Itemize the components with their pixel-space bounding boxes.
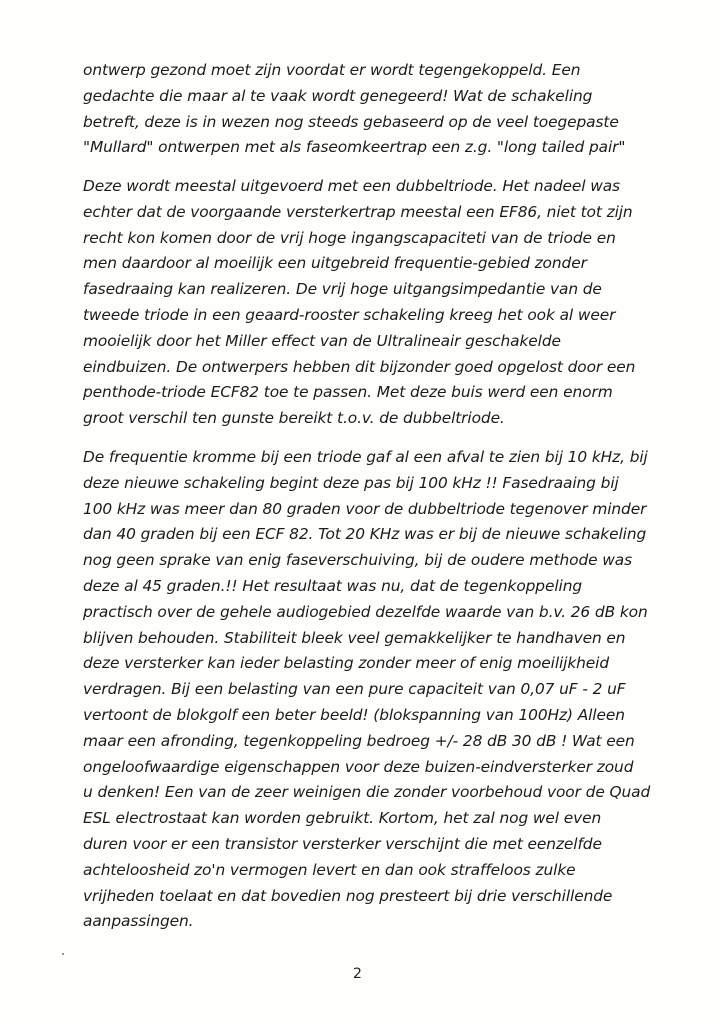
- text-line: men daardoor al moeilijk een uitgebreid frequentie-gebied zonder: [83, 254, 587, 273]
- text-line: dan 40 graden bij een ECF 82. Tot 20 KHz was er bij de nieuwe schakeling: [83, 525, 647, 544]
- text-line: vrijheden toelaat en dat bovedien nog presteert bij drie verschillende: [83, 886, 613, 905]
- text-line: tweede triode in een geaard-rooster schakeling kreeg het ook al weer: [83, 305, 616, 324]
- text-line: 100 kHz was meer dan 80 graden voor de dubbeltriode tegenover minder: [83, 499, 647, 518]
- text-line: duren voor er een transistor versterker verschijnt die met eenzelfde: [83, 834, 602, 853]
- text-line: groot verschil ten gunste bereikt t.o.v. de dubbeltriode.: [83, 409, 505, 428]
- paragraph-3: [83, 445, 683, 935]
- text-line: blijven behouden. Stabiliteit bleek veel gemakkelijker te handhaven en: [83, 628, 626, 647]
- text-line: aanpassingen.: [83, 912, 194, 931]
- text-line: ontwerp gezond moet zijn voordat er wordt tegengekoppeld. Een: [83, 61, 581, 79]
- text-line: vertoont de blokgolf een beter beeld! (blokspanning van 100Hz) Alleen: [83, 705, 625, 724]
- text-line: gedachte die maar al te vaak wordt genegeerd! Wat de schakeling: [83, 86, 593, 105]
- paragraph-1: [83, 58, 683, 161]
- text-line: betreft, deze is in wezen nog steeds gebaseerd op de veel toegepaste: [83, 112, 619, 131]
- text-line: u denken! Een van de zeer weinigen die zonder voorbehoud voor de Quad: [83, 783, 651, 802]
- text-line: deze nieuwe schakeling begint deze pas bij 100 kHz !! Fasedraaing bij: [83, 473, 619, 492]
- text-line: ESL electrostaat kan worden gebruikt. Kortom, het zal nog wel even: [83, 809, 602, 828]
- text-line: "Mullard" ontwerpen met als faseomkeertrap een z.g. "long tailed pair": [83, 138, 626, 157]
- text-line: penthode-triode ECF82 toe te passen. Met deze buis werd een enorm: [83, 383, 613, 402]
- text-line: practisch over de gehele audiogebied dezelfde waarde van b.v. 26 dB kon: [83, 602, 648, 621]
- text-line: deze versterker kan ieder belasting zonder meer of enig moeilijkheid: [83, 654, 610, 673]
- text-line: nog geen sprake van enig faseverschuiving, bij de oudere methode was: [83, 551, 633, 570]
- text-line: mooielijk door het Miller effect van de Ultralineair geschakelde: [83, 331, 561, 350]
- text-line: ongeloofwaardige eigenschappen voor deze buizen-eindversterker zoud: [83, 757, 634, 776]
- text-line: eindbuizen. De ontwerpers hebben dit bijzonder goed opgelost door een: [83, 357, 636, 376]
- text-line: recht kon komen door de vrij hoge ingangscapaciteti van de triode en: [83, 228, 616, 247]
- text-line: achteloosheid zo'n vermogen levert en dan ook straffeloos zulke: [83, 860, 576, 879]
- text-line: fasedraaing kan realizeren. De vrij hoge uitgangsimpedantie van de: [83, 280, 602, 299]
- scan-speck: [62, 953, 64, 955]
- text-line: deze al 45 graden.!! Het resultaat was nu, dat de tegenkoppeling: [83, 576, 583, 595]
- text-line: echter dat de voorgaande versterkertrap meestal een EF86, niet tot zijn: [83, 202, 633, 221]
- page-number: 2: [353, 966, 362, 982]
- text-line: verdragen. Bij een belasting van een pure capaciteit van 0,07 uF - 2 uF: [83, 680, 626, 699]
- text-line: De frequentie kromme bij een triode gaf al een afval te zien bij 10 kHz, bij: [83, 448, 648, 466]
- text-line: Deze wordt meestal uitgevoerd met een dubbeltriode. Het nadeel was: [83, 177, 620, 195]
- text-line: maar een afronding, tegenkoppeling bedroeg +/- 28 dB 30 dB ! Wat een: [83, 731, 635, 750]
- paragraph-2: [83, 174, 683, 432]
